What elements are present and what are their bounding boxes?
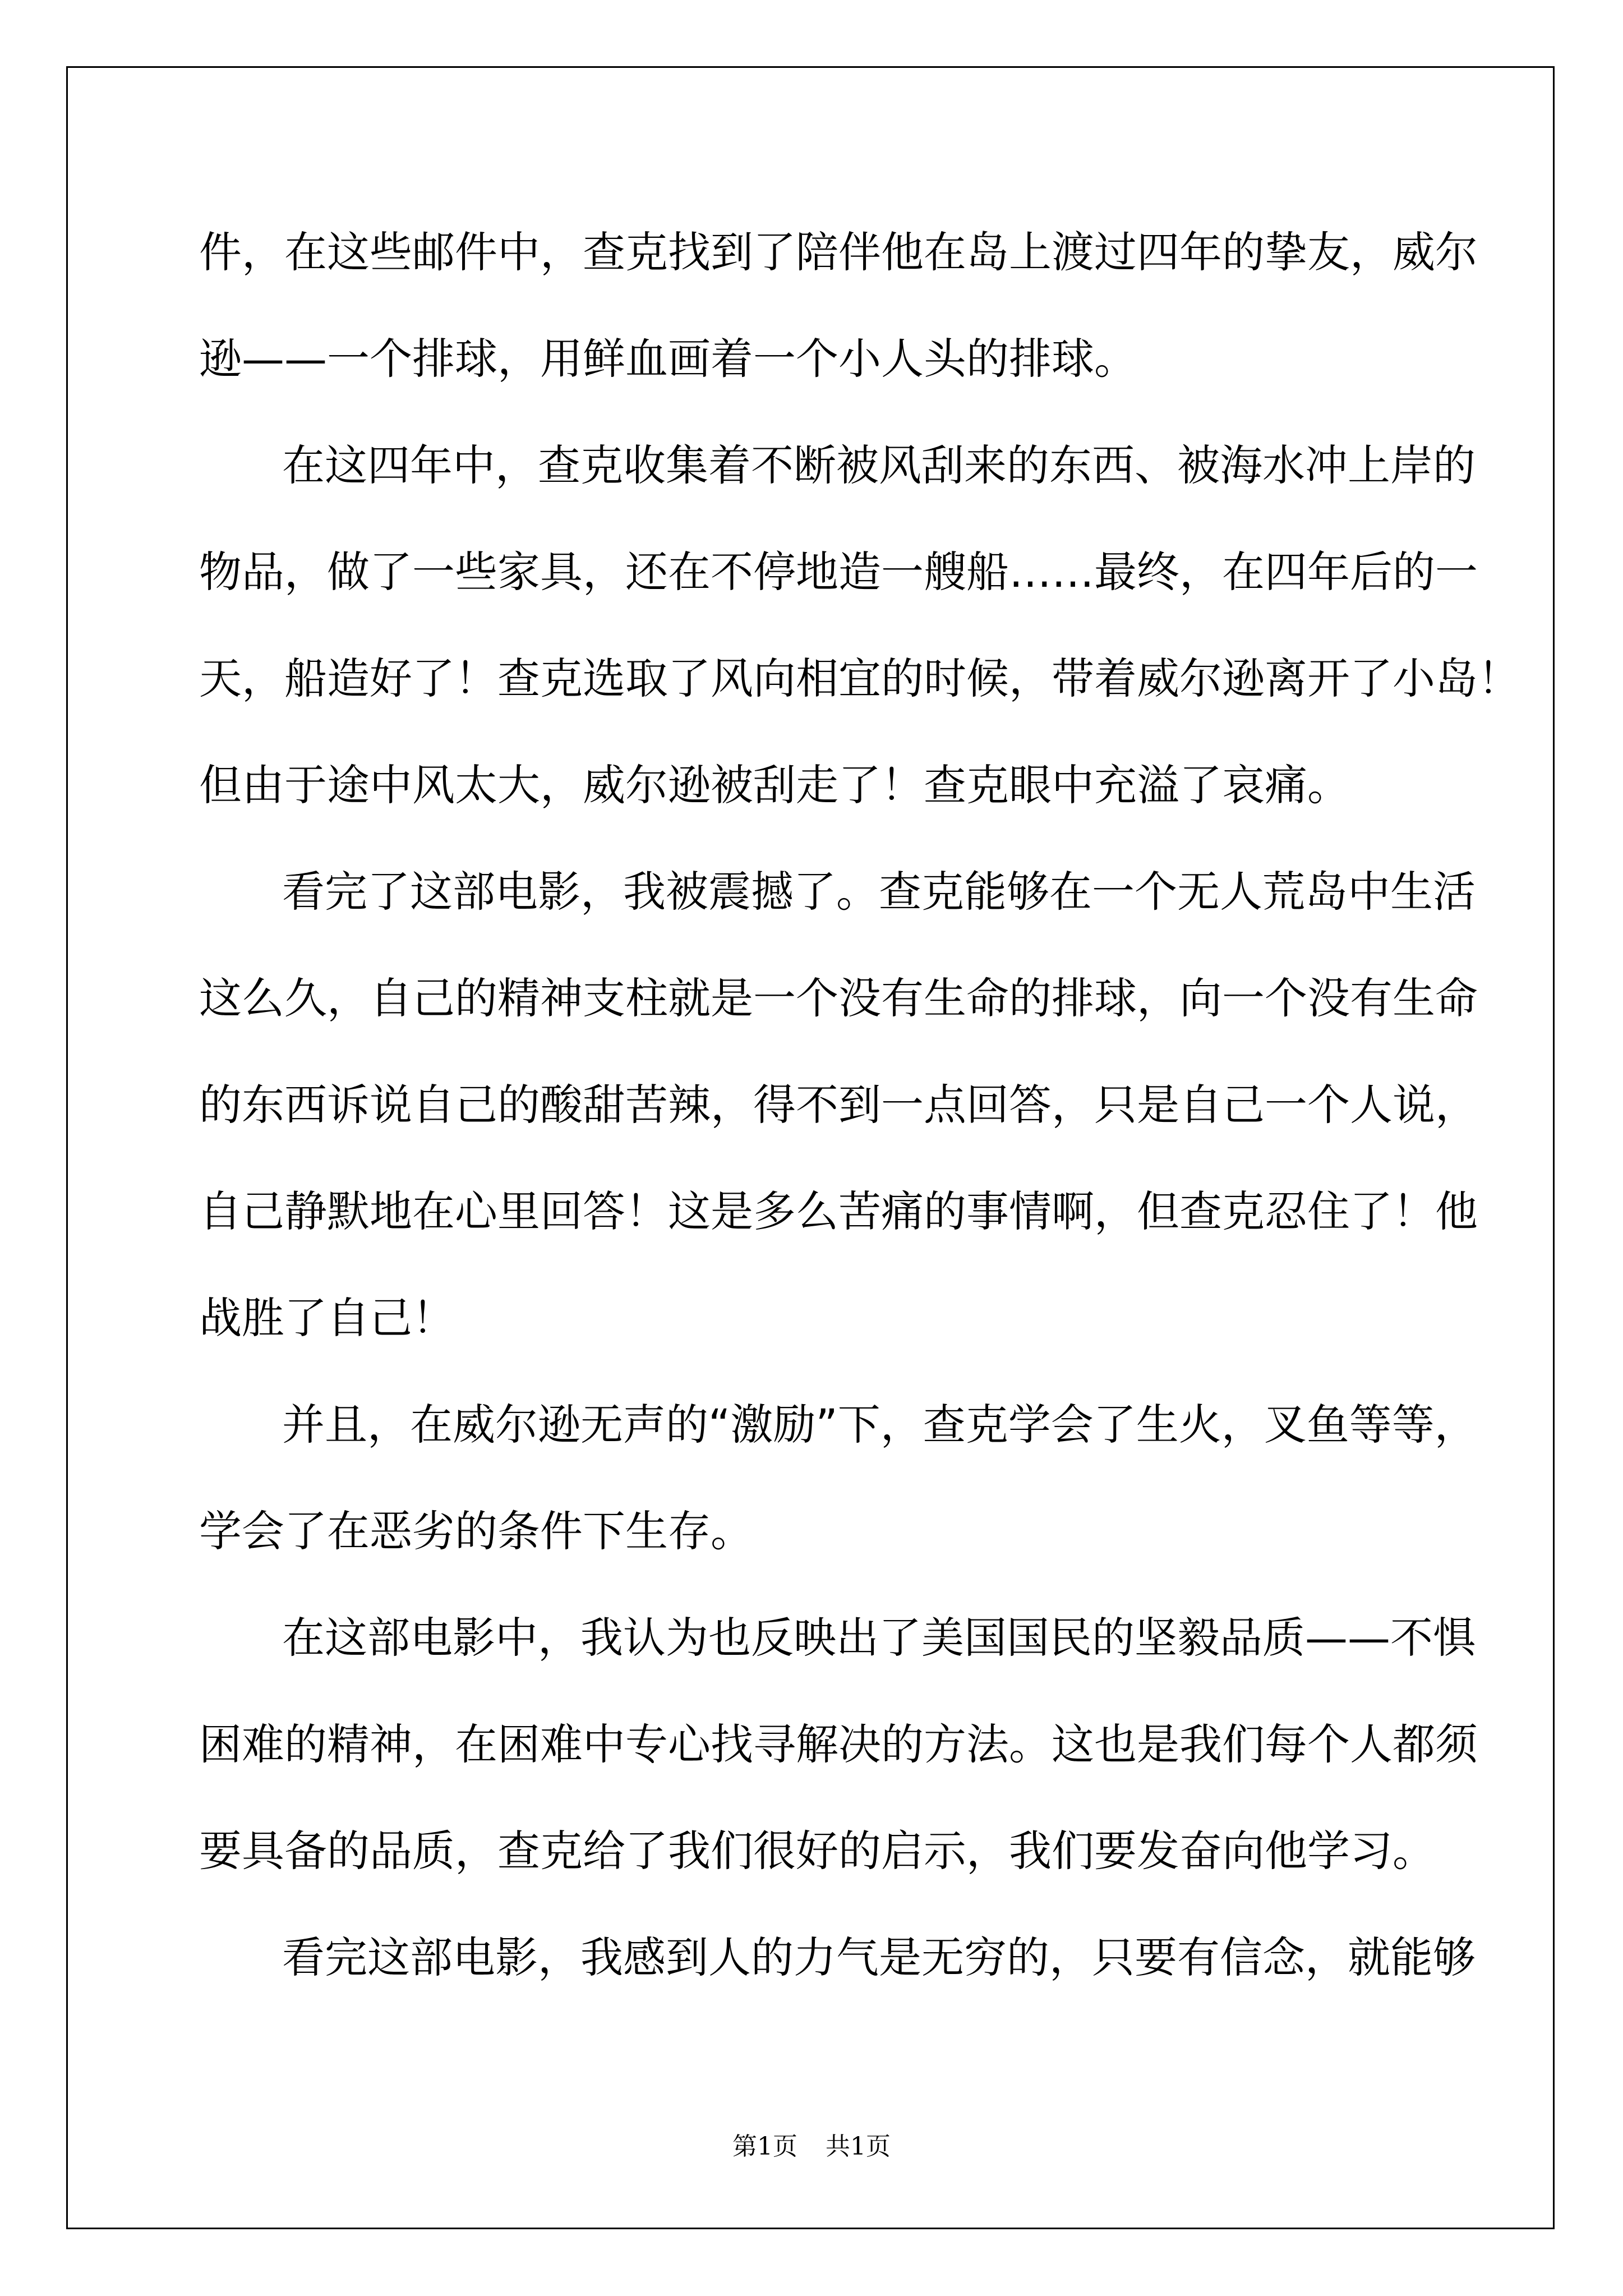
text-line: 学会了在恶劣的条件下生存。 (199, 1506, 753, 1556)
text-line: 自己静默地在心里回答！这是多么苦痛的事情啊，但查克忍住了！他 (199, 1186, 1478, 1236)
text-line: 天，船造好了！查克选取了风向相宜的时候，带着威尔逊离开了小岛！ (199, 654, 1520, 703)
text-line: 但由于途中风太大，威尔逊被刮走了！查克眼中充溢了哀痛。 (199, 760, 1350, 810)
text-line: 要具备的品质，查克给了我们很好的启示，我们要发奋向他学习。 (199, 1826, 1435, 1876)
text-line: 这么久，自己的精神支柱就是一个没有生命的排球，向一个没有生命 (199, 973, 1478, 1023)
text-line: 战胜了自己！ (199, 1293, 455, 1343)
text-line: 件，在这些邮件中，查克找到了陪伴他在岛上渡过四年的挚友，威尔 (199, 227, 1478, 277)
text-line: 在这四年中，查克收集着不断被风刮来的东西、被海水冲上岸的 (282, 440, 1476, 490)
document-body (199, 199, 1520, 2011)
text-line: 逊——一个排球，用鲜血画着一个小人头的排球。 (199, 334, 1137, 384)
page-footer (0, 2126, 1623, 2162)
page-total: 共1页 (826, 2132, 891, 2161)
text-line: 物品，做了一些家具，还在不停地造一艘船……最终，在四年后的一 (199, 547, 1478, 597)
text-line: 看完这部电影，我感到人的力气是无穷的，只要有信念，就能够 (282, 1932, 1476, 1982)
text-line: 在这部电影中，我认为也反映出了美国国民的坚毅品质——不惧 (282, 1613, 1476, 1663)
text-line: 看完了这部电影，我被震撼了。查克能够在一个无人荒岛中生活 (282, 867, 1476, 917)
text-line: 困难的精神，在困难中专心找寻解决的方法。这也是我们每个人都须 (199, 1719, 1478, 1769)
page-number: 第1页 (732, 2132, 797, 2161)
text-line: 并且，在威尔逊无声的“激励”下，查克学会了生火，叉鱼等等， (282, 1400, 1477, 1450)
text-line: 的东西诉说自己的酸甜苦辣，得不到一点回答，只是自己一个人说， (199, 1080, 1478, 1130)
